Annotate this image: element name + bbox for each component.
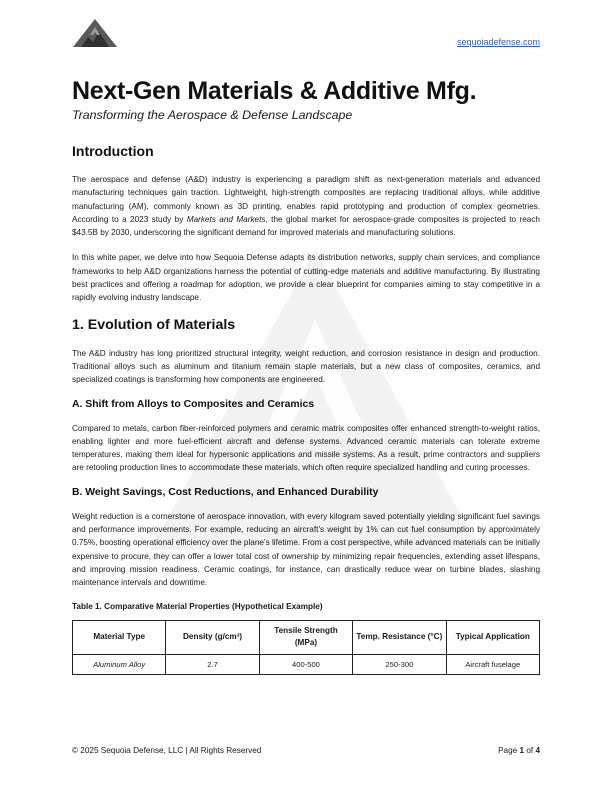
table-cell-density: 2.7 (166, 654, 259, 674)
table-header-row (73, 620, 540, 654)
intro-p1-text-end: , the global market for aerospace-grade composites is projected to reach $43.5B by 2030, underscoring the significant demand for improved materials and manufacturing solutions. (72, 214, 540, 238)
website-link[interactable]: sequoiadefense.com (456, 37, 540, 47)
page-label: Page (498, 746, 520, 755)
section-1-paragraph: The A&D industry has long prioritized structural integrity, weight reduction, and corrosion resistance in design and production. Traditional alloys such as aluminum and titanium remain staple materials, but a new class of composites, ceramics, and specialized coatings is transforming how components are engineered. (72, 348, 540, 385)
document-subtitle: Transforming the Aerospace & Defense Landscape (72, 108, 353, 122)
column-header-density: Density (g/cm³) (166, 620, 259, 654)
intro-p1-source: Markets and Markets (186, 214, 266, 224)
intro-paragraph-1 (72, 173, 540, 239)
table-cell-application: Aircraft fuselage (446, 654, 539, 674)
page-of: of (524, 746, 536, 755)
table-cell-tensile-strength: 400-500 (259, 654, 352, 674)
subsection-b-paragraph: Weight reduction is a cornerstone of aerospace innovation, with every kilogram saved potentially yielding significant fuel savings and performance improvements. For example, reducing an aircraft’s weight by 1% can cut fuel consumption by approximately 0.75%, boosting operational efficiency over the plane’s lifetime. From a cost perspective, while advanced materials can be initially expensive to procure, they can offer a lower total cost of ownership by minimizing repair frequencies, extending asset lifespans, and improving mission readiness. Ceramic coatings, for instance, can drastically reduce wear on turbine blades, slashing maintenance intervals and downtime. (72, 511, 540, 588)
introduction-heading: Introduction (72, 143, 154, 159)
document-title: Next-Gen Materials & Additive Mfg. (72, 77, 477, 105)
subsection-b-heading: B. Weight Savings, Cost Reductions, and Enhanced Durability (72, 486, 379, 498)
page (72, 0, 540, 792)
section-1-heading: 1. Evolution of Materials (72, 316, 236, 333)
column-header-typical-application: Typical Application (446, 620, 539, 654)
table-row (73, 654, 540, 674)
page-number (498, 746, 540, 755)
intro-paragraph-2: In this white paper, we delve into how Sequoia Defense adapts its distribution networks, supply chain services, and compliance frameworks to help A&D organizations harness the potential of cutting-edge materials and additive manufacturing. By illustrating best practices and offering a roadmap for adoption, we provide a clear blueprint for companies aiming to stay competitive in a rapidly evolving industry landscape. (72, 253, 540, 303)
intro-p1-text: The aerospace and defense (A&D) industry is experiencing a paradigm shift as next-generation materials and advanced manufacturing techniques gain traction. Lightweight, high-strength composites are replacing traditional alloys, while additive manufacturing (AM), commonly known as 3D printing, enables rapid prototyping and production of complex geometries. According to a 2023 study by (72, 175, 540, 224)
footer-copyright: © 2025 Sequoia Defense, LLC | All Rights Reserved (72, 746, 262, 755)
material-properties-table (72, 620, 540, 675)
table-caption: Table 1. Comparative Material Properties (Hypothetical Example) (72, 601, 323, 611)
subsection-a-heading: A. Shift from Alloys to Composites and Ceramics (72, 398, 315, 410)
page-total: 4 (535, 746, 540, 755)
page-current: 1 (519, 746, 525, 755)
table-cell-material: Aluminum Alloy (73, 654, 166, 674)
column-header-temp-resistance: Temp. Resistance (°C) (353, 620, 446, 654)
column-header-material-type: Material Type (73, 620, 166, 654)
subsection-a-paragraph: Compared to metals, carbon fiber-reinforced polymers and ceramic matrix composites offer enhanced strength-to-weight ratios, enabling lighter and more fuel-efficient aircraft and defense systems. Advanced ceramic materials can tolerate extreme temperatures, making them ideal for hypersonic applications and missile systems. As a result, prime contractors and suppliers are retooling production lines to accommodate these materials, which often require specialized handling and curing processes. (72, 423, 540, 473)
document-body (72, 143, 540, 675)
column-header-tensile-strength: Tensile Strength (MPa) (259, 620, 352, 654)
sequoia-logo-icon (72, 18, 118, 48)
table-cell-temp-resistance: 250-300 (353, 654, 446, 674)
